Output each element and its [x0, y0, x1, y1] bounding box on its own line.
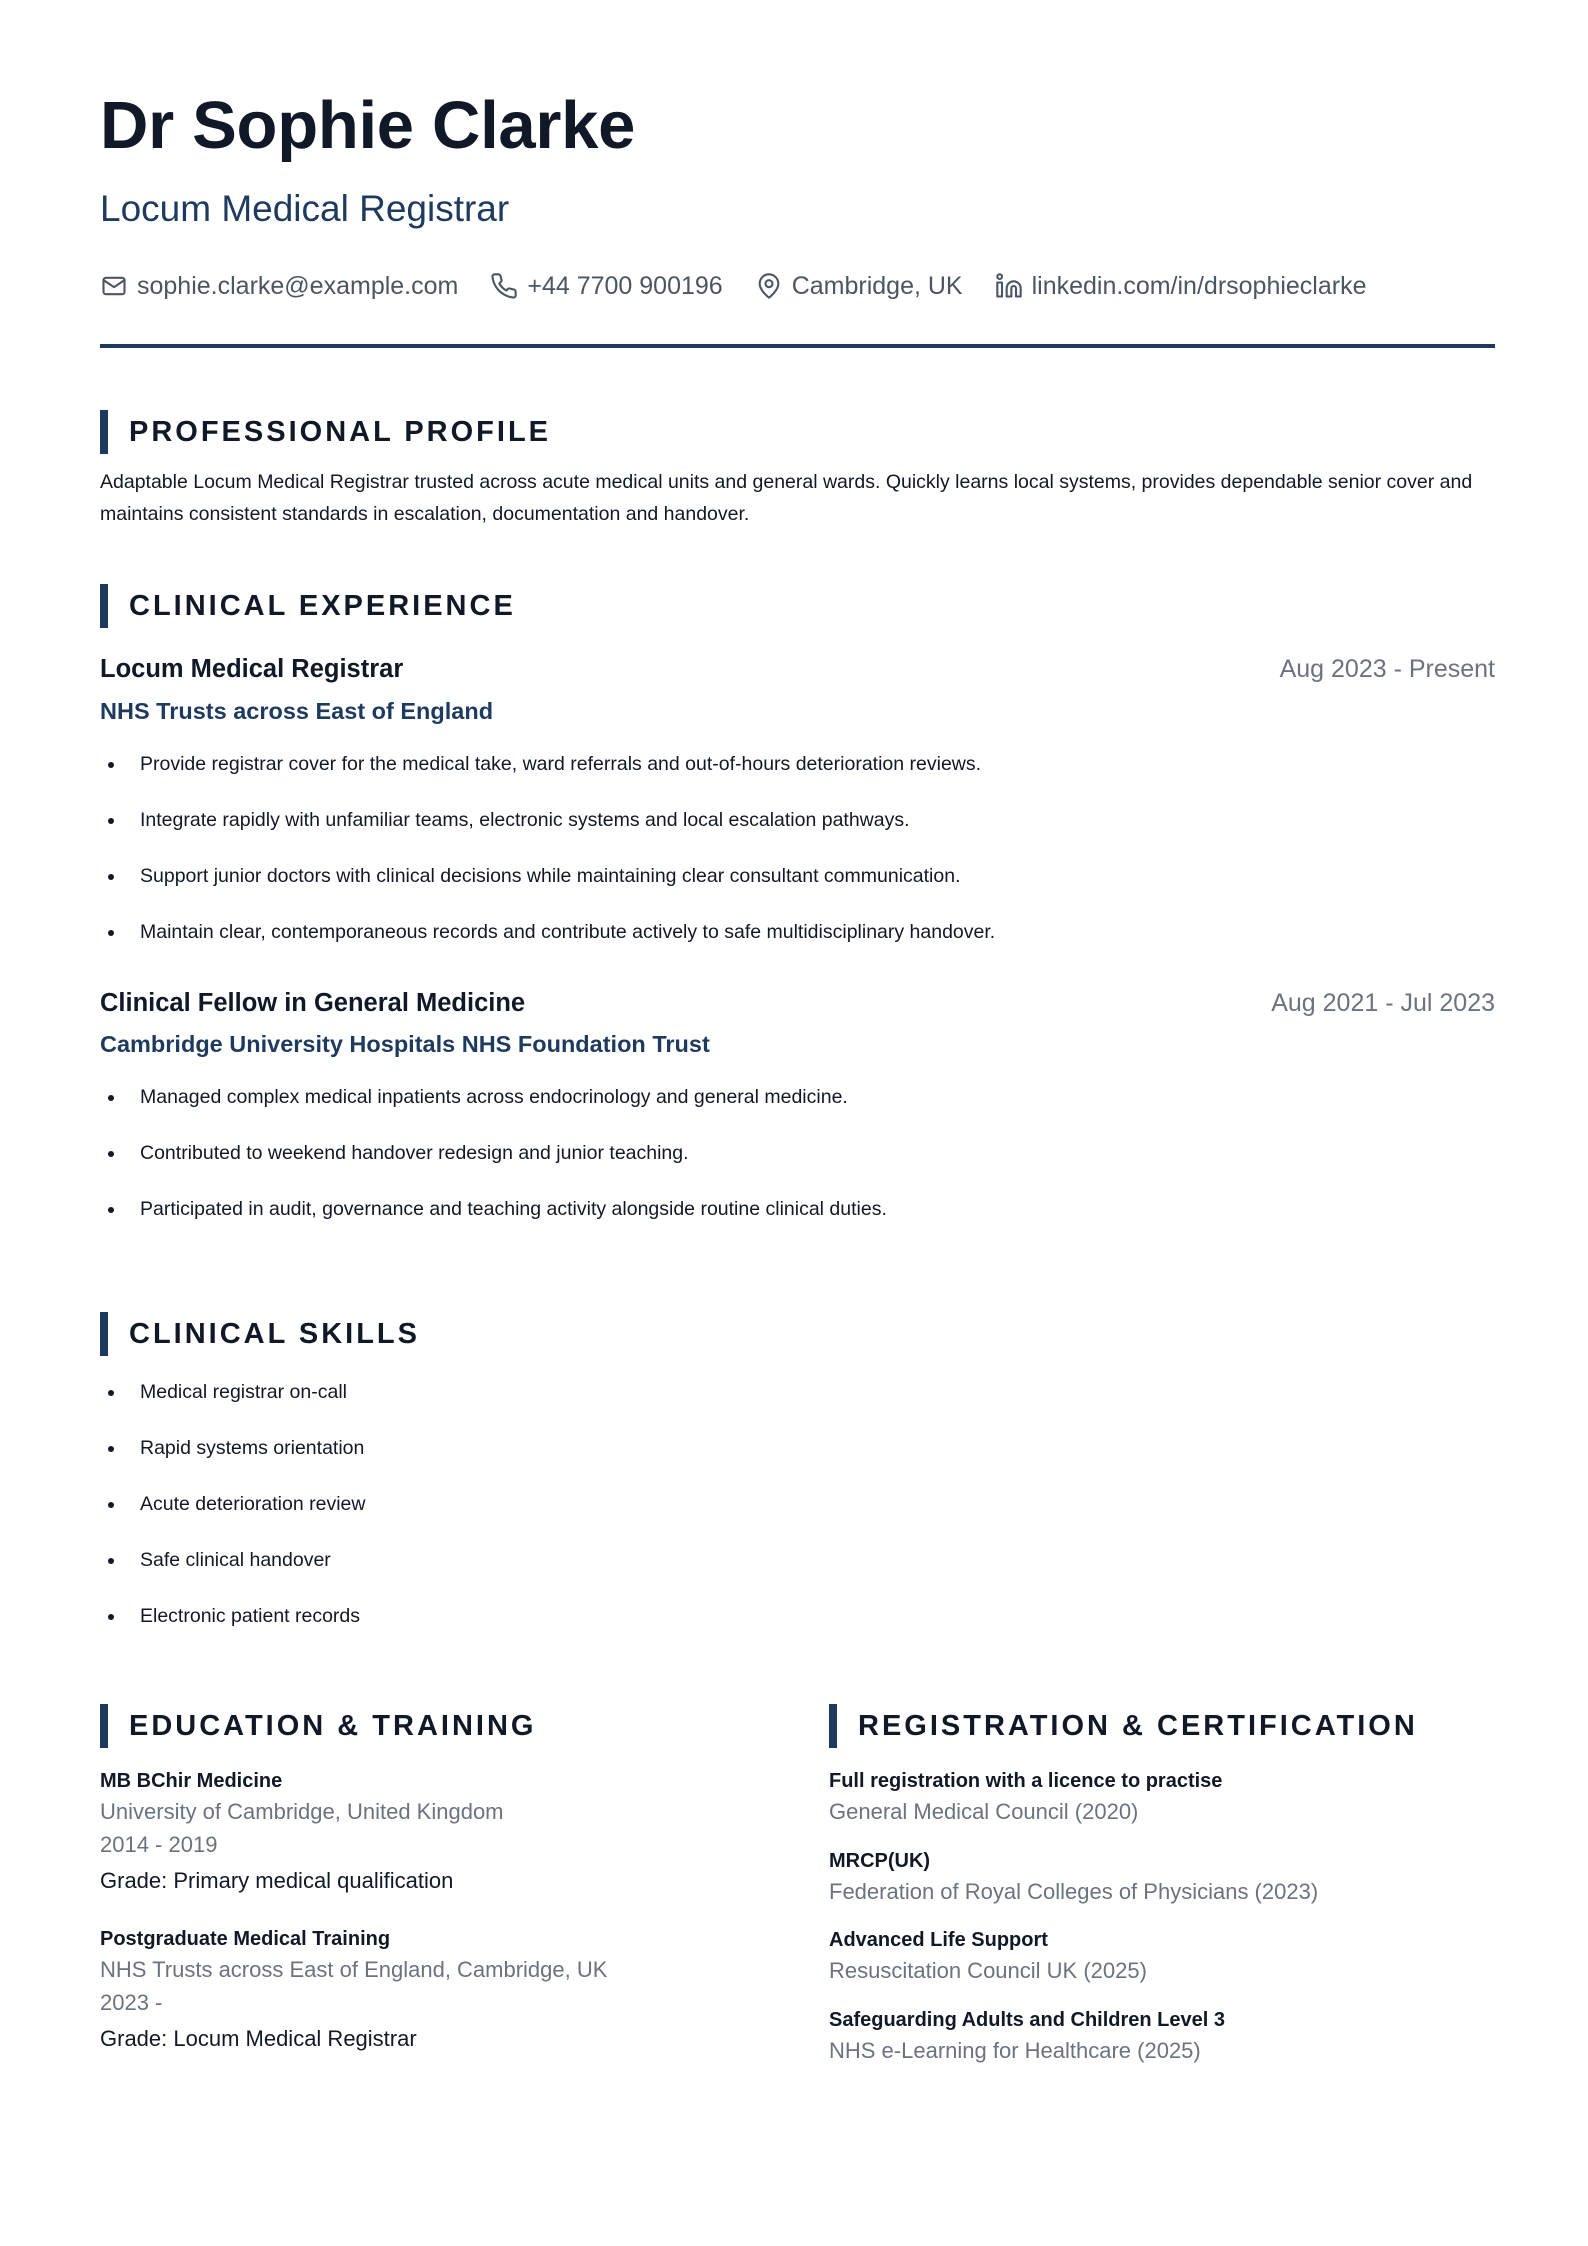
contact-linkedin-text: linkedin.com/in/drsophieclarke [1031, 271, 1367, 300]
list-item: Contributed to weekend handover redesign and junior teaching. [100, 1141, 887, 1197]
heading-accent-bar [100, 410, 108, 454]
heading-accent-bar [100, 1312, 108, 1356]
registration-title: Safeguarding Adults and Children Level 3 [829, 2009, 1225, 2031]
job-organisation: NHS Trusts across East of England [100, 698, 494, 724]
education-entry [100, 1769, 780, 1927]
list-item: Electronic patient records [100, 1604, 365, 1660]
skills-heading [100, 1312, 420, 1356]
experience-heading [100, 584, 516, 628]
experience-heading-text: CLINICAL EXPERIENCE [129, 589, 516, 622]
registration-title: Advanced Life Support [829, 1929, 1048, 1951]
registration-heading-text: REGISTRATION & CERTIFICATION [858, 1709, 1418, 1742]
registration-entry [829, 1928, 1495, 2008]
registration-entry [829, 1849, 1495, 1928]
list-item: Provide registrar cover for the medical take, ward referrals and out-of-hours deterioration reviews. [100, 752, 995, 808]
phone-icon [490, 272, 518, 300]
registration-issuer: General Medical Council (2020) [829, 1799, 1139, 1824]
registration-heading [829, 1704, 1418, 1748]
education-dates: 2014 - 2019 [100, 1832, 218, 1857]
registration-issuer: Federation of Royal Colleges of Physicians (2023) [829, 1879, 1319, 1904]
profile-heading [100, 410, 551, 454]
candidate-name: Dr Sophie Clarke [100, 88, 636, 163]
skills-heading-text: CLINICAL SKILLS [129, 1317, 420, 1350]
job-date: Aug 2021 - Jul 2023 [1271, 989, 1495, 1017]
heading-accent-bar [100, 1704, 108, 1748]
job-organisation: Cambridge University Hospitals NHS Foundation Trust [100, 1031, 710, 1057]
list-item: Safe clinical handover [100, 1548, 365, 1604]
registration-column [829, 1769, 1495, 2066]
profile-summary: Adaptable Locum Medical Registrar trusted across acute medical units and general wards. Quickly learns local systems, provides dependable senior cover and maintains consistent standards in escalation, documentation and handover. [100, 471, 1473, 525]
job-bullets [100, 752, 995, 976]
contact-email[interactable] [100, 272, 458, 300]
header-divider [100, 344, 1495, 348]
registration-entry [829, 2008, 1495, 2066]
contact-email-text: sophie.clarke@example.com [137, 271, 459, 300]
list-item: Participated in audit, governance and teaching activity alongside routine clinical duties. [100, 1197, 887, 1253]
education-grade: Grade: Locum Medical Registrar [100, 2026, 417, 2051]
list-item: Integrate rapidly with unfamiliar teams, electronic systems and local escalation pathways. [100, 808, 995, 864]
list-item: Support junior doctors with clinical decisions while maintaining clear consultant communication. [100, 864, 995, 920]
list-item: Rapid systems orientation [100, 1436, 365, 1492]
education-institution: NHS Trusts across East of England, Cambridge, UK [100, 1957, 608, 1982]
heading-accent-bar [100, 584, 108, 628]
job-title: Locum Medical Registrar [100, 655, 404, 683]
heading-accent-bar [829, 1704, 837, 1748]
list-item: Maintain clear, contemporaneous records and contribute actively to safe multidisciplinary handover. [100, 920, 995, 976]
education-entry [100, 1927, 780, 2054]
registration-issuer: NHS e-Learning for Healthcare (2025) [829, 2038, 1201, 2063]
contact-phone-text: +44 7700 900196 [527, 271, 723, 300]
education-title: Postgraduate Medical Training [100, 1928, 391, 1950]
candidate-role: Locum Medical Registrar [100, 188, 510, 229]
contact-linkedin[interactable] [995, 272, 1367, 300]
contact-phone[interactable] [490, 272, 722, 300]
registration-title: MRCP(UK) [829, 1850, 931, 1872]
education-heading-text: EDUCATION & TRAINING [129, 1709, 537, 1742]
education-grade: Grade: Primary medical qualification [100, 1868, 454, 1893]
mail-icon [100, 272, 128, 300]
education-heading [100, 1704, 536, 1748]
contact-row [100, 272, 1399, 300]
registration-issuer: Resuscitation Council UK (2025) [829, 1958, 1147, 1983]
job-date: Aug 2023 - Present [1279, 655, 1495, 683]
list-item: Managed complex medical inpatients across endocrinology and general medicine. [100, 1085, 887, 1141]
profile-heading-text: PROFESSIONAL PROFILE [129, 415, 552, 448]
list-item: Acute deterioration review [100, 1492, 365, 1548]
registration-title: Full registration with a licence to practise [829, 1770, 1223, 1792]
list-item: Medical registrar on-call [100, 1380, 365, 1436]
linkedin-icon [995, 272, 1023, 300]
job-title: Clinical Fellow in General Medicine [100, 989, 526, 1017]
map-pin-icon [755, 272, 783, 300]
job-bullets [100, 1085, 887, 1253]
education-dates: 2023 - [100, 1990, 163, 2015]
education-institution: University of Cambridge, United Kingdom [100, 1799, 504, 1824]
skills-list [100, 1380, 365, 1660]
contact-location [755, 272, 963, 300]
registration-entry [829, 1769, 1495, 1849]
education-column [100, 1769, 780, 2054]
contact-location-text: Cambridge, UK [791, 271, 963, 300]
education-title: MB BChir Medicine [100, 1770, 283, 1792]
